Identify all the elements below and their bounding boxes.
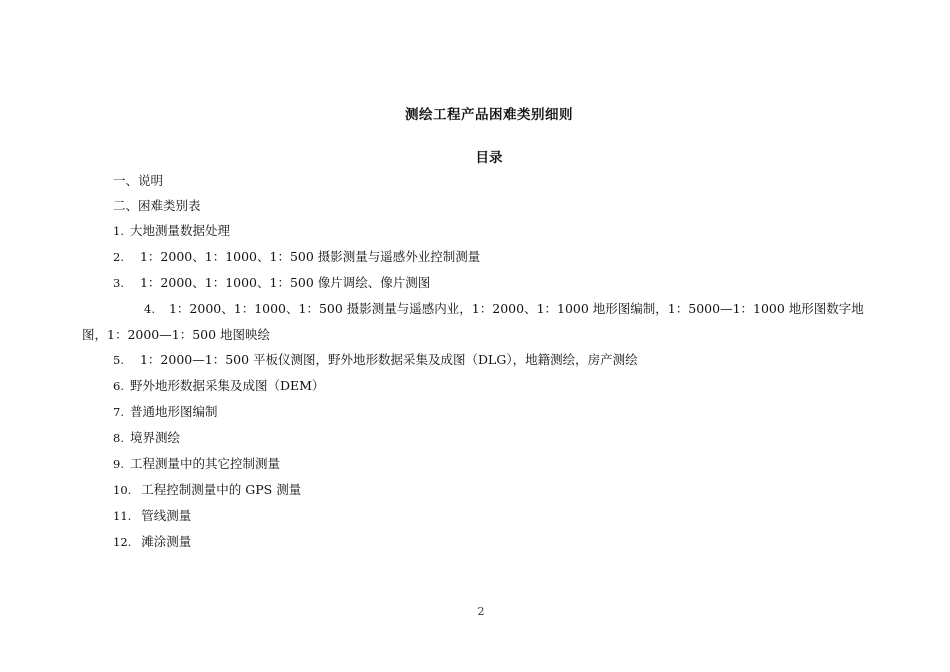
toc-item-7[interactable] [82, 399, 872, 425]
toc-item-number: 5. [113, 353, 124, 367]
toc-item-5[interactable] [82, 347, 872, 373]
toc-item-number: 11. [113, 509, 132, 523]
toc-item-number: 6. [113, 379, 124, 393]
toc-item-text: 境界测绘 [129, 430, 180, 445]
toc-item-number: 4. [144, 302, 155, 316]
toc-item-number: 2. [113, 250, 124, 264]
toc-section-difficulty-table[interactable] [82, 193, 872, 218]
toc-item-number: 12. [113, 535, 132, 549]
toc-item-text: 普通地形图编制 [129, 404, 218, 419]
toc-item-4[interactable] [82, 296, 872, 347]
toc-item-12[interactable] [82, 529, 872, 555]
toc-item-1[interactable] [82, 218, 872, 244]
toc-item-text: 野外地形数据采集及成图（DEM） [129, 378, 325, 393]
toc-item-number: 9. [113, 457, 124, 471]
toc-section-text: 一、说明 [113, 173, 164, 188]
toc-heading: 目录 [475, 150, 503, 166]
toc-item-text: 工程控制测量中的 GPS 测量 [141, 482, 302, 497]
toc-item-text: 1：2000、1：1000、1：500 摄影测量与遥感内业，1：2000、1：1000 地形图编制，1：5000—1：1000 地形图数字地图，1：2000—1：500 地图映绘 [82, 301, 864, 342]
page-number: 2 [477, 605, 485, 618]
toc-item-number: 3. [113, 276, 124, 290]
toc-item-text: 1：2000、1：1000、1：500 摄影测量与遥感外业控制测量 [139, 249, 481, 264]
toc-item-9[interactable] [82, 451, 872, 477]
toc-item-6[interactable] [82, 373, 872, 399]
toc-item-text: 大地测量数据处理 [129, 223, 230, 238]
toc-item-8[interactable] [82, 425, 872, 451]
toc-item-number: 8. [113, 431, 124, 445]
toc-item-number: 10. [113, 483, 132, 497]
toc-item-text: 工程测量中的其它控制测量 [129, 456, 280, 471]
toc-item-text: 1：2000、1：1000、1：500 像片调绘、像片测图 [139, 275, 431, 290]
toc-item-3[interactable] [82, 270, 872, 296]
toc-section-explanation[interactable] [82, 168, 872, 193]
toc-item-number: 1. [113, 224, 124, 238]
toc-item-text: 管线测量 [141, 508, 192, 523]
document-title: 测绘工程产品困难类别细则 [405, 107, 573, 123]
toc-item-text: 滩涂测量 [141, 534, 192, 549]
toc-item-11[interactable] [82, 503, 872, 529]
toc-item-10[interactable] [82, 477, 872, 503]
toc-item-2[interactable] [82, 244, 872, 270]
toc-section-text: 二、困难类别表 [113, 198, 201, 213]
toc-item-text: 1：2000—1：500 平板仪测图，野外地形数据采集及成图（DLG），地籍测绘，房产测绘 [139, 352, 638, 367]
toc-item-number: 7. [113, 405, 124, 419]
table-of-contents [82, 168, 872, 555]
